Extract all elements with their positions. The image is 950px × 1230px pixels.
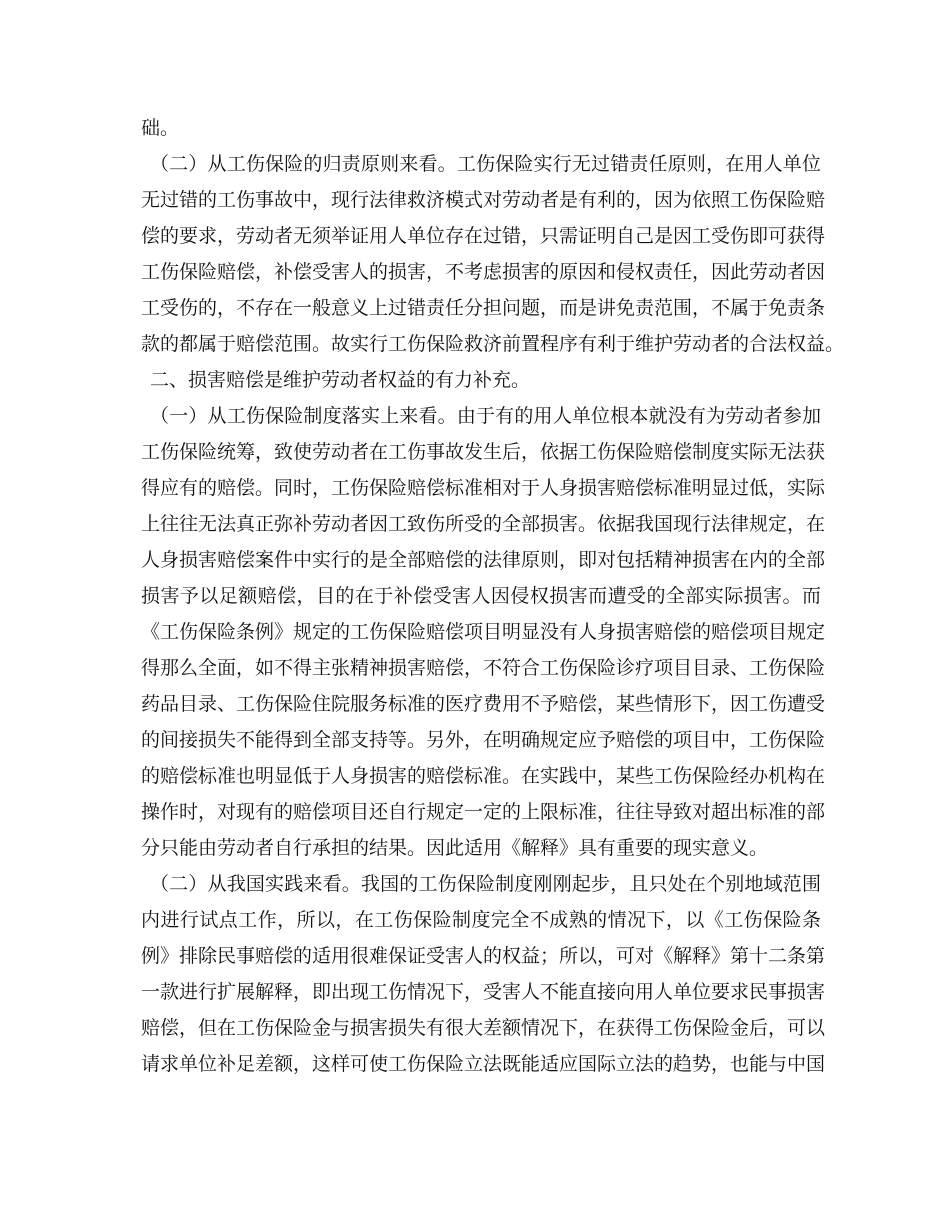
text-line: 一款进行扩展解释，即出现工伤情况下，受害人不能直接向用人单位要求民事损害 bbox=[141, 981, 826, 1003]
text-line: 例》排除民事赔偿的适用很难保证受害人的权益；所以，可对《解释》第十二条第 bbox=[141, 945, 826, 967]
text-line: 人身损害赔偿案件中实行的是全部赔偿的法律原则，即对包括精神损害在内的全部 bbox=[141, 549, 826, 571]
section-heading: 二、损害赔偿是维护劳动者权益的有力补充。 bbox=[150, 369, 531, 391]
text-line: 《工伤保险条例》规定的工伤保险赔偿项目明显没有人身损害赔偿的赔偿项目规定 bbox=[141, 621, 826, 643]
text-line: 赔偿，但在工伤保险金与损害损失有很大差额情况下，在获得工伤保险金后，可以 bbox=[141, 1017, 826, 1039]
text-line: 的赔偿标准也明显低于人身损害的赔偿标准。在实践中，某些工伤保险经办机构在 bbox=[141, 765, 826, 787]
text-line: 工伤保险赔偿，补偿受害人的损害，不考虑损害的原因和侵权责任，因此劳动者因 bbox=[141, 261, 826, 283]
text-line: 偿的要求，劳动者无须举证用人单位存在过错，只需证明自己是因工受伤即可获得 bbox=[141, 225, 826, 247]
text-line: 操作时，对现有的赔偿项目还自行规定一定的上限标准，往往导致对超出标准的部 bbox=[141, 801, 826, 823]
text-line: 损害予以足额赔偿，目的在于补偿受害人因侵权损害而遭受的全部实际损害。而 bbox=[141, 585, 821, 607]
text-line: 工受伤的，不存在一般意义上过错责任分担问题，而是讲免责范围，不属于免责条 bbox=[141, 297, 826, 319]
paragraph-start-line: （二）从工伤保险的归责原则来看。工伤保险实行无过错责任原则，在用人单位 bbox=[150, 153, 821, 175]
text-line: 得应有的赔偿。同时，工伤保险赔偿标准相对于人身损害赔偿标准明显过低，实际 bbox=[141, 477, 826, 499]
text-line: 款的都属于赔偿范围。故实行工伤保险救济前置程序有利于维护劳动者的合法权益。 bbox=[141, 333, 845, 355]
text-line: 药品目录、工伤保险住院服务标准的医疗费用不予赔偿，某些情形下，因工伤遭受 bbox=[141, 693, 826, 715]
text-line: 分只能由劳动者自行承担的结果。因此适用《解释》具有重要的现实意义。 bbox=[141, 837, 769, 859]
text-line: 内进行试点工作，所以，在工伤保险制度完全不成熟的情况下，以《工伤保险条 bbox=[141, 909, 821, 931]
paragraph-start-line: （一）从工伤保险制度落实上来看。由于有的用人单位根本就没有为劳动者参加 bbox=[150, 405, 821, 427]
text-line: 得那么全面，如不得主张精神损害赔偿，不符合工伤保险诊疗项目目录、工伤保险 bbox=[141, 657, 826, 679]
text-line: 请求单位补足差额，这样可使工伤保险立法既能适应国际立法的趋势，也能与中国 bbox=[141, 1053, 826, 1075]
text-line: 上往往无法真正弥补劳动者因工致伤所受的全部损害。依据我国现行法律规定，在 bbox=[141, 513, 826, 535]
text-line: 础。 bbox=[141, 117, 180, 139]
text-line: 工伤保险统筹，致使劳动者在工伤事故发生后，依据工伤保险赔偿制度实际无法获 bbox=[141, 441, 826, 463]
paragraph-start-line: （二）从我国实践来看。我国的工伤保险制度刚刚起步，且只处在个别地域范围 bbox=[150, 873, 821, 895]
text-line: 的间接损失不能得到全部支持等。另外，在明确规定应予赔偿的项目中，工伤保险 bbox=[141, 729, 826, 751]
text-line: 无过错的工伤事故中，现行法律救济模式对劳动者是有利的，因为依照工伤保险赔 bbox=[141, 189, 826, 211]
